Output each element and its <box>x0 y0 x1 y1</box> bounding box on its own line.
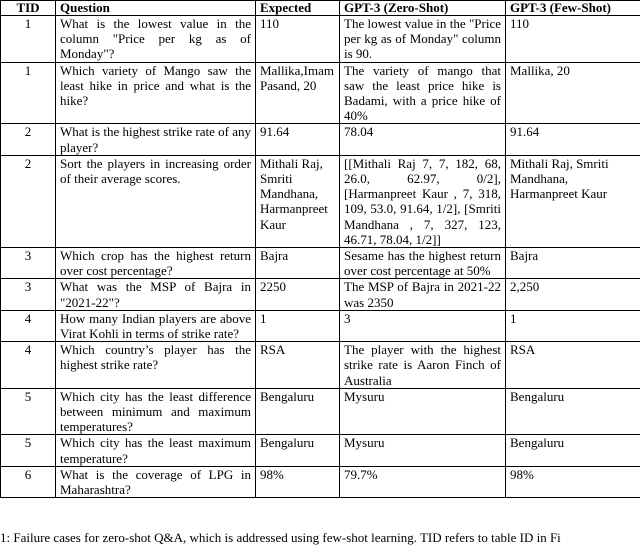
cell-question: Which country’s player has the highest strike rate? <box>56 342 256 389</box>
cell-zero-shot: [[Mithali Raj 7, 7, 182, 68, 26.0, 62.97, 0/2], [Harmanpreet Kaur , 7, 318, 109, 53.0, 91.64, 1/2], [Smriti Mandhana , 7, 327, 123, 46.71, 78.04, 1/2]] <box>340 155 506 247</box>
cell-question: How many Indian players are above Virat Kohli in terms of strike rate? <box>56 310 256 341</box>
cell-few-shot: 1 <box>506 310 640 341</box>
cell-question: Which variety of Mango saw the least hike in price and what is the hike? <box>56 62 256 124</box>
cell-few-shot: Bajra <box>506 248 640 279</box>
cell-tid: 4 <box>1 342 56 389</box>
header-tid: TID <box>1 1 56 16</box>
cell-expected: RSA <box>256 342 340 389</box>
cell-tid: 6 <box>1 466 56 497</box>
cell-expected: 2250 <box>256 279 340 310</box>
cell-zero-shot: The player with the highest strike rate is Aaron Finch of Australia <box>340 342 506 389</box>
table-row <box>1 310 640 341</box>
table-row <box>1 279 640 310</box>
header-row <box>1 1 640 16</box>
table-row <box>1 155 640 247</box>
cell-zero-shot: Sesame has the highest return over cost percentage at 50% <box>340 248 506 279</box>
cell-few-shot: Mallika, 20 <box>506 62 640 124</box>
cell-few-shot: Bengaluru <box>506 435 640 466</box>
table-caption: 1: Failure cases for zero-shot Q&A, which is addressed using few-shot learning. TID refers to table ID in Fi <box>0 530 640 545</box>
cell-tid: 5 <box>1 388 56 435</box>
cell-expected: Mithali Raj, Smriti Mandhana, Harmanpreet Kaur <box>256 155 340 247</box>
cell-few-shot: 110 <box>506 16 640 63</box>
cell-few-shot: Bengaluru <box>506 388 640 435</box>
cell-question: What is the lowest value in the column "Price per kg as of Monday"? <box>56 16 256 63</box>
cell-expected: Bengaluru <box>256 435 340 466</box>
cell-tid: 2 <box>1 124 56 155</box>
cell-expected: 98% <box>256 466 340 497</box>
header-question: Question <box>56 1 256 16</box>
cell-question: Which city has the least difference between minimum and maximum temperatures? <box>56 388 256 435</box>
table-body <box>1 16 640 498</box>
cell-few-shot: RSA <box>506 342 640 389</box>
header-expected: Expected <box>256 1 340 16</box>
header-zero-shot: GPT-3 (Zero-Shot) <box>340 1 506 16</box>
cell-zero-shot: Mysuru <box>340 388 506 435</box>
cell-tid: 1 <box>1 62 56 124</box>
cell-few-shot: 91.64 <box>506 124 640 155</box>
table-row <box>1 62 640 124</box>
cell-question: What was the MSP of Bajra in "2021-22"? <box>56 279 256 310</box>
cell-question: Which city has the least maximum temperature? <box>56 435 256 466</box>
cell-tid: 1 <box>1 16 56 63</box>
cell-few-shot: Mithali Raj, Smriti Mandhana, Harmanpreet Kaur <box>506 155 640 247</box>
cell-tid: 4 <box>1 310 56 341</box>
table-row <box>1 388 640 435</box>
cell-tid: 3 <box>1 248 56 279</box>
cell-zero-shot: 78.04 <box>340 124 506 155</box>
cell-zero-shot: 3 <box>340 310 506 341</box>
cell-tid: 3 <box>1 279 56 310</box>
table-row <box>1 466 640 497</box>
cell-tid: 2 <box>1 155 56 247</box>
cell-zero-shot: The variety of mango that saw the least price hike is Badami, with a price hike of 40% <box>340 62 506 124</box>
cell-few-shot: 2,250 <box>506 279 640 310</box>
cell-expected: 1 <box>256 310 340 341</box>
cell-expected: Bajra <box>256 248 340 279</box>
cell-question: Which crop has the highest return over cost percentage? <box>56 248 256 279</box>
cell-zero-shot: The lowest value in the "Price per kg as of Monday" column is 90. <box>340 16 506 63</box>
cell-expected: 91.64 <box>256 124 340 155</box>
table-row <box>1 16 640 63</box>
cell-question: What is the highest strike rate of any player? <box>56 124 256 155</box>
cell-question: Sort the players in increasing order of their average scores. <box>56 155 256 247</box>
table-row <box>1 124 640 155</box>
cell-tid: 5 <box>1 435 56 466</box>
cell-zero-shot: Mysuru <box>340 435 506 466</box>
cell-expected: Mallika,Imam Pasand, 20 <box>256 62 340 124</box>
table-row <box>1 435 640 466</box>
cell-zero-shot: The MSP of Bajra in 2021-22 was 2350 <box>340 279 506 310</box>
cell-expected: Bengaluru <box>256 388 340 435</box>
table-row <box>1 248 640 279</box>
cell-expected: 110 <box>256 16 340 63</box>
table-row <box>1 342 640 389</box>
cell-few-shot: 98% <box>506 466 640 497</box>
cell-zero-shot: 79.7% <box>340 466 506 497</box>
header-few-shot: GPT-3 (Few-Shot) <box>506 1 640 16</box>
cell-question: What is the coverage of LPG in Maharashtra? <box>56 466 256 497</box>
